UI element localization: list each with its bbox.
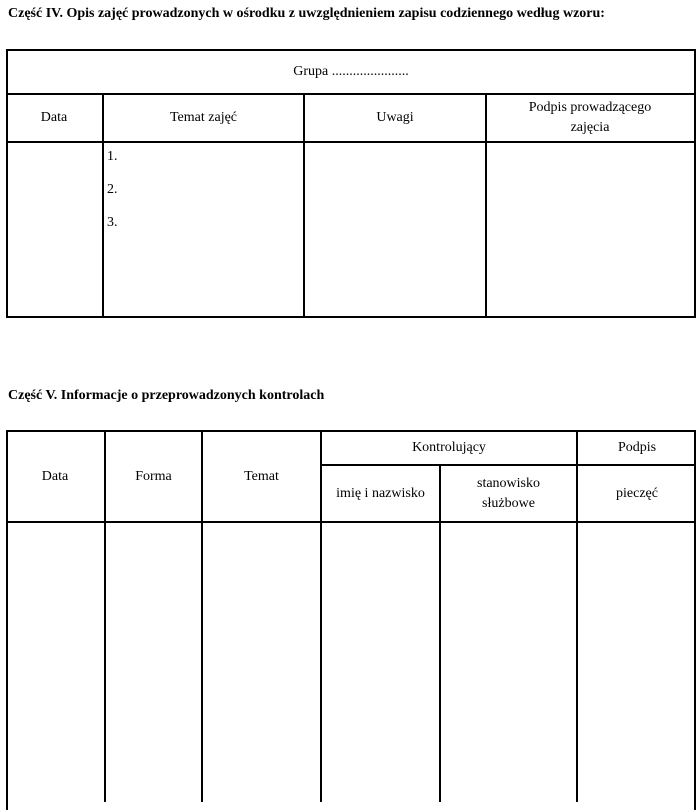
part4-col-topic: Temat zajęć	[169, 110, 238, 125]
part5-col-inspector: Kontrolujący	[412, 440, 486, 455]
part4-item-2: 2.	[107, 182, 118, 197]
part4-item-3: 3.	[107, 215, 118, 230]
part4-item-1: 1.	[107, 149, 118, 164]
part4-col-divider-3	[485, 93, 487, 317]
part5-col-inspector-name: imię i nazwisko	[336, 485, 425, 501]
part4-col-date: Data	[40, 110, 68, 125]
part4-group-cell: Grupa ......................	[293, 64, 409, 79]
part4-header-divider	[6, 141, 696, 143]
part5-heading: Część V. Informacje o przeprowadzonych kontrolach	[8, 388, 325, 403]
part5-header-divider	[6, 521, 696, 523]
part4-col-remarks: Uwagi	[376, 110, 414, 125]
part5-col-signature: Podpis	[617, 440, 657, 455]
part5-col-stamp: pieczęć	[616, 485, 658, 501]
part4-col-signature: Podpis prowadzącego zajęcia	[528, 100, 652, 135]
part5-col-divider-4	[439, 464, 441, 802]
part5-col-inspector-position: stanowisko służbowe	[477, 475, 540, 511]
part5-col-form: Forma	[135, 468, 172, 484]
part5-col-date: Data	[41, 468, 69, 484]
part4-heading: Część IV. Opis zajęć prowadzonych w ośrodku z uwzględnieniem zapisu codziennego według wzoru:	[8, 6, 605, 21]
part5-col-topic: Temat	[244, 468, 279, 484]
